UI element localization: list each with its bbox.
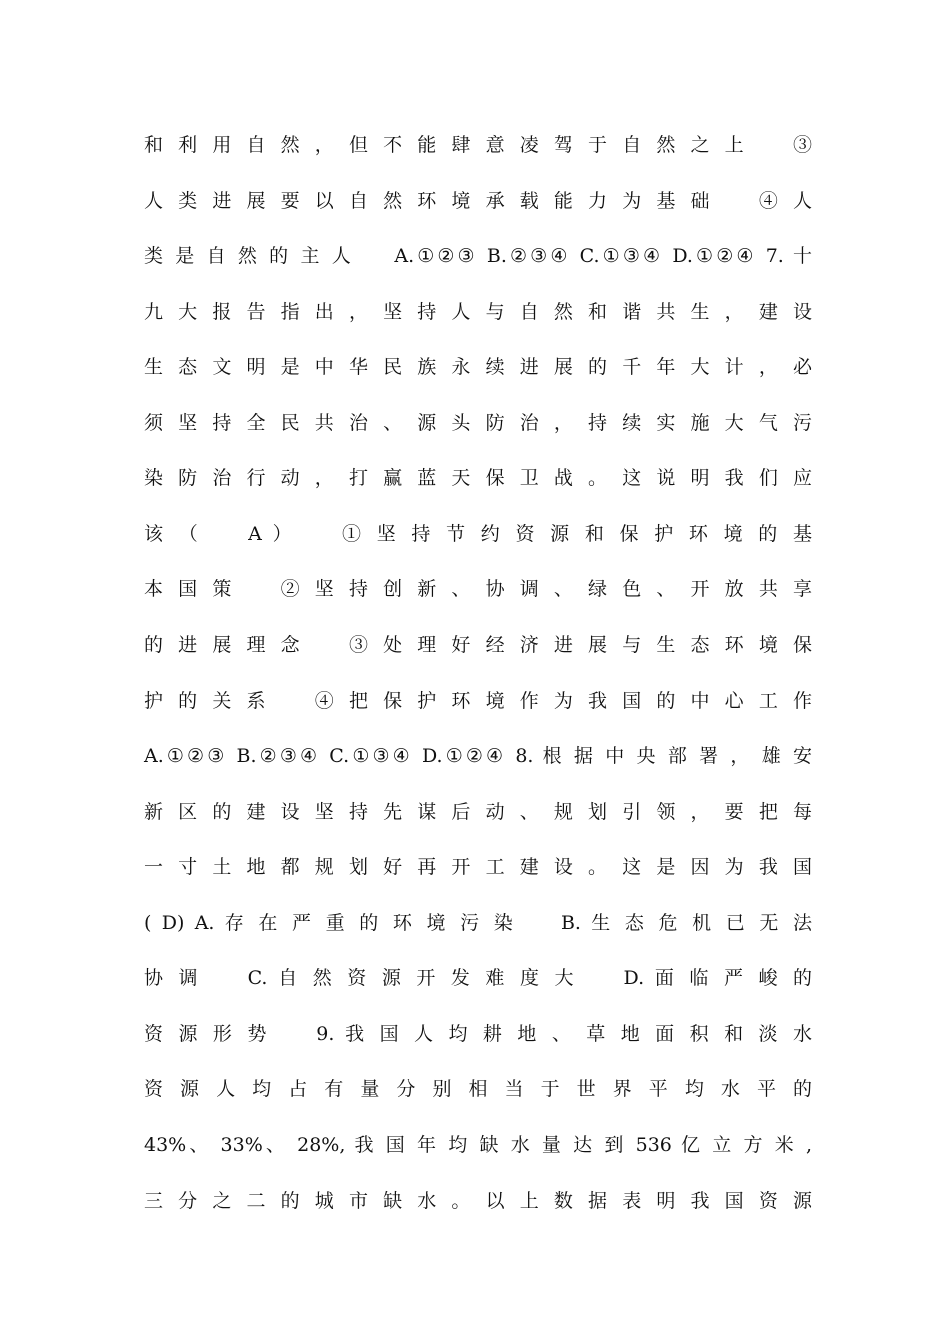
text-line: 新 区 的 建 设 坚 持 先 谋 后 动 、 规 划 引 领 ， 要 把 每 [144,801,812,823]
text-line: 须 坚 持 全 民 共 治 、 源 头 防 治 ， 持 续 实 施 大 气 污 [144,412,812,434]
text-line: 资 源 人 均 占 有 量 分 别 相 当 于 世 界 平 均 水 平 的 [144,1078,812,1100]
text-line: 九 大 报 告 指 出 ， 坚 持 人 与 自 然 和 谐 共 生 ， 建 设 [144,301,812,323]
text-line: ( D) A. 存 在 严 重 的 环 境 污 染 B. 生 态 危 机 已 无 法 [144,912,812,934]
text-line: 和 利 用 自 然 ， 但 不 能 肆 意 凌 驾 于 自 然 之 上 ③ [144,134,812,156]
text-line: 护 的 关 系 ④ 把 保 护 环 境 作 为 我 国 的 中 心 工 作 [144,690,812,712]
text-line: 该 （ A ） ① 坚 持 节 约 资 源 和 保 护 环 境 的 基 [144,523,812,545]
text-line: 协 调 C. 自 然 资 源 开 发 难 度 大 D. 面 临 严 峻 的 [144,967,812,989]
text-line: 人 类 进 展 要 以 自 然 环 境 承 载 能 力 为 基 础 ④ 人 [144,190,812,212]
text-line: 一 寸 土 地 都 规 划 好 再 开 工 建 设 。 这 是 因 为 我 国 [144,856,812,878]
text-line: 本 国 策 ② 坚 持 创 新 、 协 调 、 绿 色 、 开 放 共 享 [144,578,812,600]
text-line: 的 进 展 理 念 ③ 处 理 好 经 济 进 展 与 生 态 环 境 保 [144,634,812,656]
text-line: A.①②③ B.②③④ C.①③④ D.①②④ 8. 根 据 中 央 部 署 ， 雄 安 [144,745,812,767]
text-line: 资 源 形 势 9. 我 国 人 均 耕 地 、 草 地 面 积 和 淡 水 [144,1023,812,1045]
text-line: 生 态 文 明 是 中 华 民 族 永 续 进 展 的 千 年 大 计 ， 必 [144,356,812,378]
text-line: 三 分 之 二 的 城 市 缺 水 。 以 上 数 据 表 明 我 国 资 源 [144,1190,812,1212]
text-line: 43%、 33%、 28%, 我 国 年 均 缺 水 量 达 到 536 亿 立 方 米 , [144,1134,812,1156]
text-line: 类 是 自 然 的 主 人 A.①②③ B.②③④ C.①③④ D.①②④ 7. 十 [144,245,812,267]
text-line: 染 防 治 行 动 ， 打 赢 蓝 天 保 卫 战 。 这 说 明 我 们 应 [144,467,812,489]
